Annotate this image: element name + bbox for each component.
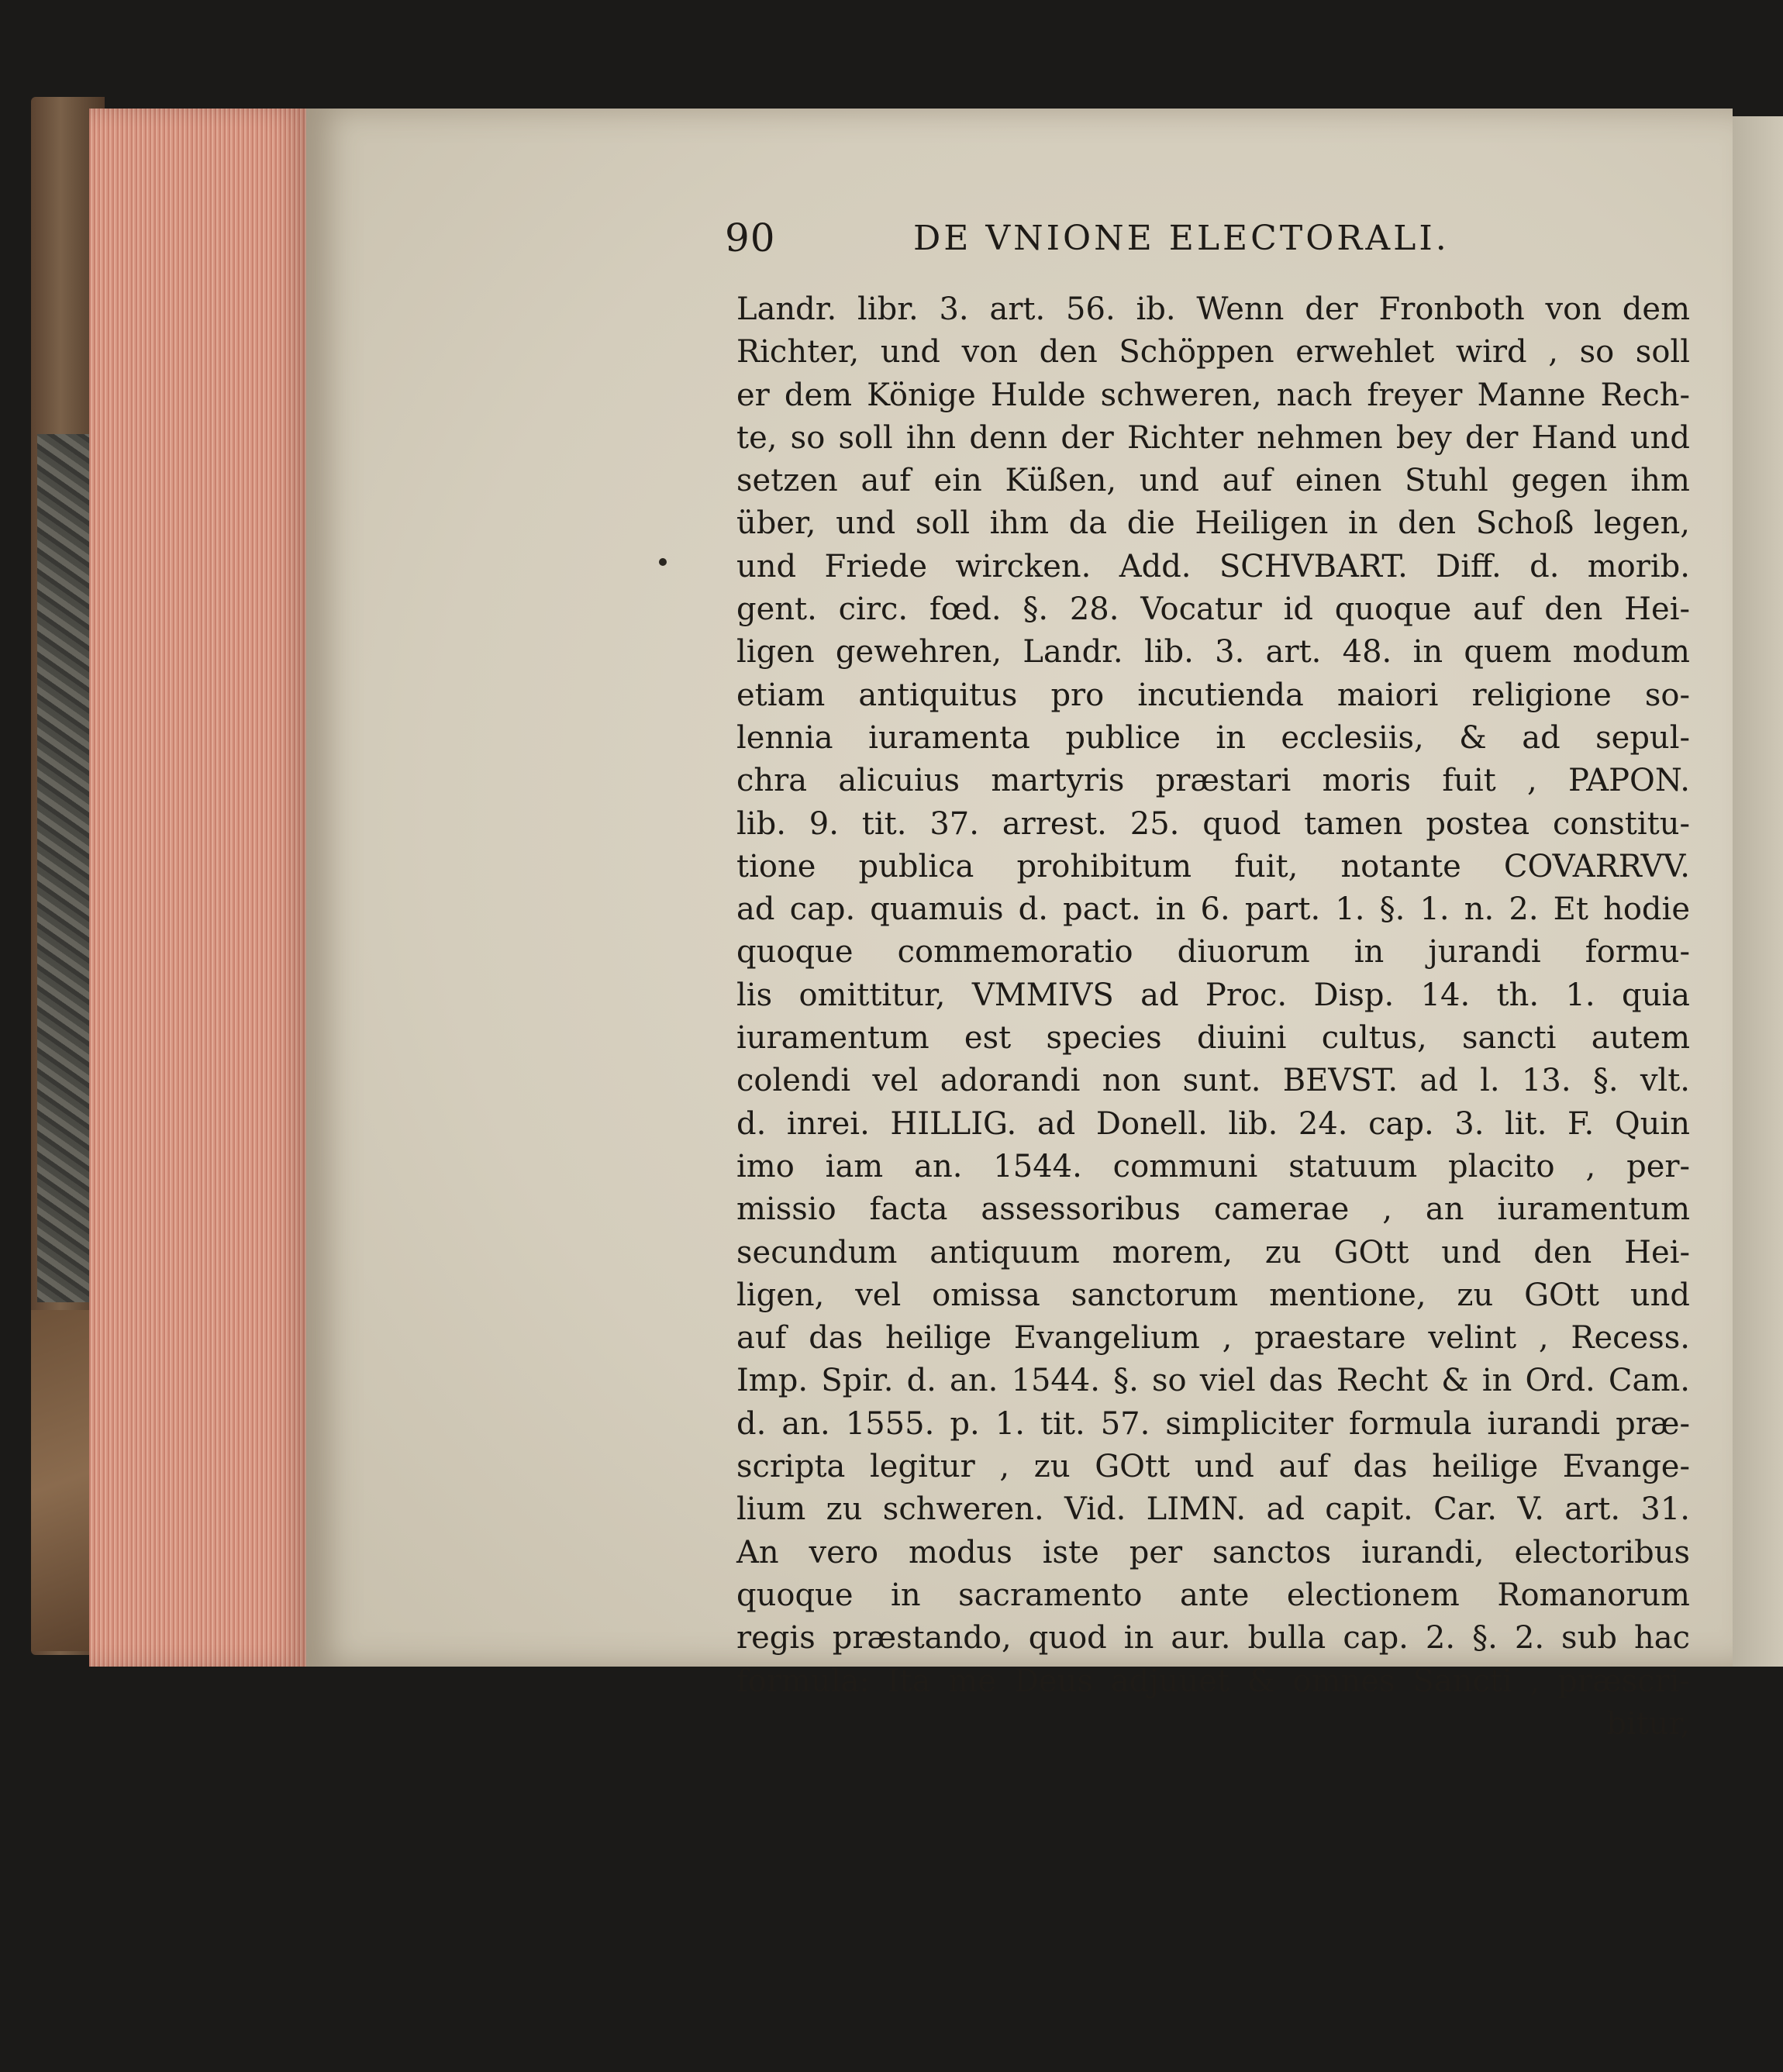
catchword: bitur, xyxy=(1606,1705,1690,1742)
page-number: 90 xyxy=(725,215,776,260)
text-line: Landr. libr. 3. art. 56. ib. Wenn der Fronboth von dem xyxy=(736,291,1690,327)
page-edges xyxy=(89,109,310,1667)
text-line: ad cap. quamuis d. pact. in 6. part. 1. §. 1. n. 2. Et hodie xyxy=(736,891,1690,928)
text-line: d. an. 1555. p. 1. tit. 57. simpliciter formula iurandi præ- xyxy=(736,1405,1690,1442)
text-line: über, und soll ihm da die Heiligen in den Schoß legen, xyxy=(736,505,1690,542)
text-line: lium zu schweren. Vid. LIMN. ad capit. Car. V. art. 31. xyxy=(736,1491,1690,1528)
text-line: chra alicuius martyris præstari moris fuit , PAPON. xyxy=(736,763,1690,799)
text-line: ligen, vel omissa sanctorum mentione, zu GOtt und xyxy=(736,1277,1690,1313)
text-line: quoque commemoratio diuorum in jurandi formu- xyxy=(736,934,1690,970)
text-line: imo iam an. 1544. communi statuum placito , per- xyxy=(736,1148,1690,1184)
margin-mark xyxy=(659,558,667,566)
text-line: auf das heilige Evangelium , praestare velint , Recess. xyxy=(736,1320,1690,1357)
text-line: Richter, und von den Schöppen erwehlet wird , so soll xyxy=(736,334,1690,371)
text-line: te, so soll ihn denn der Richter nehmen bey der Hand und xyxy=(736,419,1690,456)
running-title: DE VNIONE ELECTORALI. xyxy=(913,219,1450,258)
text-line: d. inrei. HILLIG. ad Donell. lib. 24. cap. 3. lit. F. Quin xyxy=(736,1105,1690,1142)
text-line: gent. circ. fœd. §. 28. Vocatur id quoque auf den Hei- xyxy=(736,591,1690,628)
text-line: scripta legitur , zu GOtt und auf das heilige Evange- xyxy=(736,1449,1690,1485)
text-line: An vero modus iste per sanctos iurandi, electoribus xyxy=(736,1534,1690,1570)
body-text xyxy=(736,288,1690,1746)
text-line: colendi vel adorandi non sunt. BEVST. ad l. 13. §. vlt. xyxy=(736,1063,1690,1099)
text-line: lennia iuramenta publice in ecclesiis, & ad sepul- xyxy=(736,719,1690,756)
text-line: regis præstando, quod in aur. bulla cap. 2. §. 2. sub hac xyxy=(736,1620,1690,1657)
text-line: ligen gewehren, Landr. lib. 3. art. 48. in quem modum xyxy=(736,634,1690,671)
text-line: er dem Könige Hulde schweren, nach freyer Manne Rech- xyxy=(736,377,1690,413)
text-line: und Friede wircken. Add. SCHVBART. Diff. d. morib. xyxy=(736,548,1690,584)
text-line: etiam antiquitus pro incutienda maiori religione so- xyxy=(736,677,1690,713)
text-line: tione publica prohibitum fuit, notante COVARRVV. xyxy=(736,848,1690,884)
text-line: lib. 9. tit. 37. arrest. 25. quod tamen postea constitu- xyxy=(736,805,1690,842)
text-line: lis omittitur, VMMIVS ad Proc. Disp. 14. th. 1. quia xyxy=(736,977,1690,1013)
text-line: setzen auf ein Küßen, und auf einen Stuhl gegen ihm xyxy=(736,463,1690,499)
text-line: iuramentum est species diuini cultus, sancti autem xyxy=(736,1020,1690,1057)
text-line: quoque in sacramento ante electionem Romanorum xyxy=(736,1577,1690,1613)
facing-page-edge xyxy=(1733,116,1783,1667)
running-head xyxy=(725,215,1531,262)
text-line: Imp. Spir. d. an. 1544. §. so viel das Recht & in Ord. Cam. xyxy=(736,1363,1690,1399)
text-line: formula: Ita me Deus adjuuet & omnes Sancti , præscri- xyxy=(736,1663,1690,1699)
text-line: missio facta assessoribus camerae , an iuramentum xyxy=(736,1191,1690,1228)
text-line: secundum antiquum morem, zu GOtt und den Hei- xyxy=(736,1234,1690,1270)
